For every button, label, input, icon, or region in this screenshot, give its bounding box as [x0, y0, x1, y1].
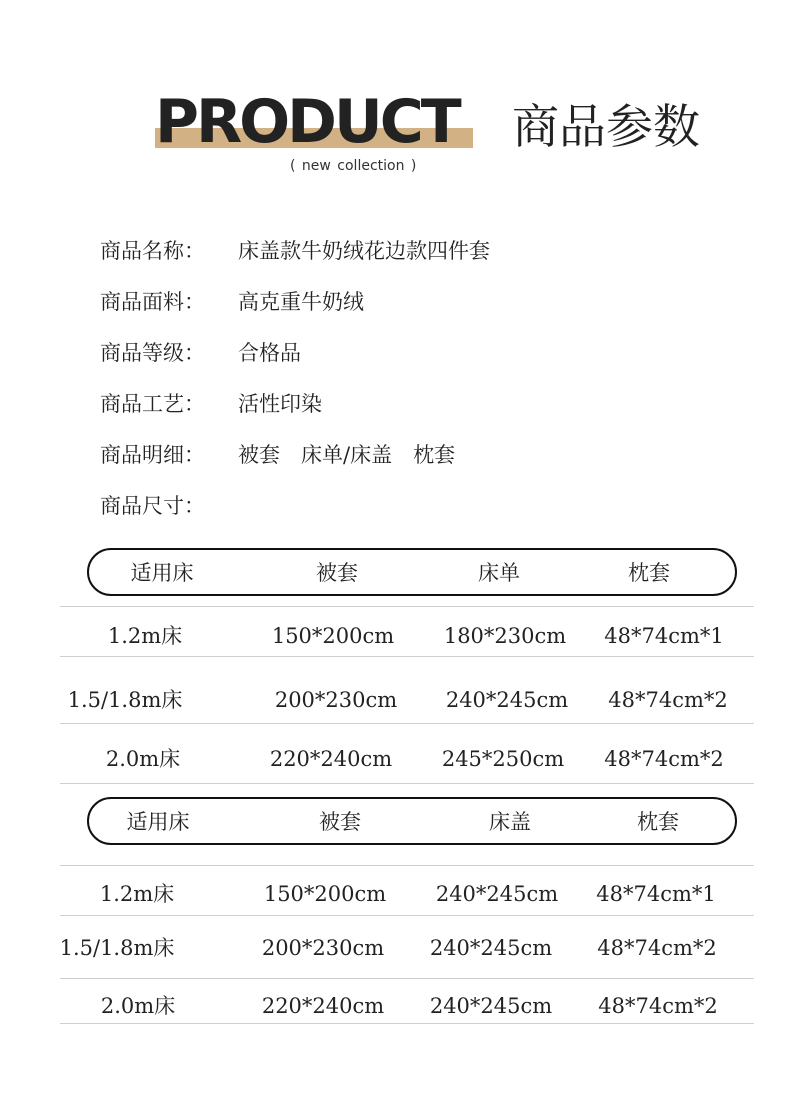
table-cell: 48*74cm*2 [598, 994, 718, 1018]
table-cell: 220*240cm [269, 747, 393, 771]
table-header-cell: 床单 [478, 561, 520, 585]
info-row-name [100, 234, 490, 268]
page-title-en: PRODUCT [155, 87, 459, 157]
info-value: 合格品 [238, 341, 301, 365]
page-header [0, 0, 790, 200]
info-row-craft [100, 387, 322, 421]
table-cell: 200*230cm [261, 936, 385, 960]
info-row-details [100, 438, 455, 472]
table-cell: 240*245cm [429, 994, 553, 1018]
table-divider [60, 656, 754, 657]
table-cell: 48*74cm*2 [597, 936, 717, 960]
table-cell: 2.0m床 [105, 747, 181, 771]
info-row-fabric [100, 285, 364, 319]
table-cell: 150*200cm [263, 882, 387, 906]
table-cell: 240*245cm [435, 882, 559, 906]
table-cell: 2.0m床 [100, 994, 176, 1018]
info-value: 高克重牛奶绒 [238, 290, 364, 314]
table-header-cell: 枕套 [637, 810, 679, 834]
table-cell: 245*250cm [441, 747, 565, 771]
info-label: 商品明细： [100, 443, 205, 467]
table-divider [60, 1023, 754, 1024]
table-header-cell: 适用床 [126, 810, 190, 834]
table-cell: 150*200cm [271, 624, 395, 648]
info-label: 商品面料： [100, 290, 205, 314]
table-divider [60, 978, 754, 979]
table-cell: 1.5/1.8m床 [59, 936, 175, 960]
table-cell: 240*245cm [429, 936, 553, 960]
table-cell: 200*230cm [274, 688, 398, 712]
table-cell: 1.5/1.8m床 [67, 688, 183, 712]
table-header-cell: 枕套 [628, 561, 670, 585]
table-cell: 1.2m床 [107, 624, 183, 648]
table-header-cell: 适用床 [130, 561, 194, 585]
table-divider [60, 915, 754, 916]
info-row-size [100, 489, 238, 523]
info-value: 床盖款牛奶绒花边款四件套 [238, 239, 490, 263]
info-value: 活性印染 [238, 392, 322, 416]
table-divider [60, 723, 754, 724]
table-cell: 220*240cm [261, 994, 385, 1018]
table-divider [60, 783, 754, 784]
table-cell: 1.2m床 [99, 882, 175, 906]
table-cell: 48*74cm*1 [604, 624, 724, 648]
info-label: 商品尺寸： [100, 494, 205, 518]
table-divider [60, 606, 754, 607]
info-value: 被套 床单/床盖 枕套 [238, 443, 456, 467]
info-label: 商品工艺： [100, 392, 205, 416]
table-cell: 48*74cm*1 [596, 882, 716, 906]
table-cell: 240*245cm [445, 688, 569, 712]
info-label: 商品等级： [100, 341, 205, 365]
page-subtitle: ( new collection ) [290, 158, 417, 174]
page-title-cn: 商品参数 [512, 100, 700, 155]
table-header-cell: 床盖 [489, 810, 531, 834]
table-cell: 180*230cm [443, 624, 567, 648]
table-header-cell: 被套 [316, 561, 358, 585]
table-header-cell: 被套 [319, 810, 361, 834]
info-label: 商品名称： [100, 239, 205, 263]
table-cell: 48*74cm*2 [604, 747, 724, 771]
table-cell: 48*74cm*2 [608, 688, 728, 712]
table-divider [60, 865, 754, 866]
info-row-grade [100, 336, 301, 370]
